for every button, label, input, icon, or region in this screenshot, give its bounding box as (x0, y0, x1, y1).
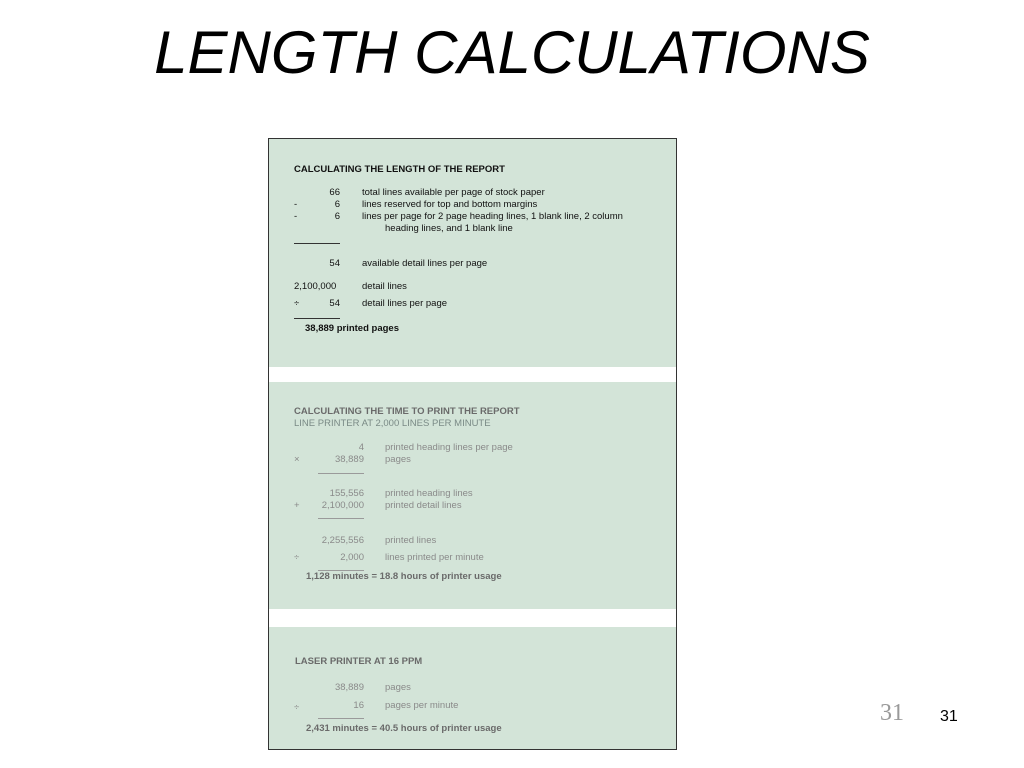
operator: - (294, 211, 298, 222)
description: detail lines per page (362, 298, 448, 309)
description: printed heading lines (385, 488, 473, 499)
operator: + (294, 500, 300, 511)
value: 2,255,556 (321, 535, 364, 546)
value: 155,556 (329, 488, 364, 499)
operator: ÷ (294, 552, 300, 563)
operator: - (294, 199, 298, 210)
value: 54 (329, 298, 340, 309)
description: lines reserved for top and bottom margins (362, 199, 538, 210)
section-heading: CALCULATING THE LENGTH OF THE REPORT (294, 164, 505, 175)
description: lines printed per minute (385, 552, 484, 563)
total-time: 2,431 minutes = 40.5 hours of printer usage (306, 723, 502, 734)
description: pages (385, 454, 411, 465)
length-calculation-section (269, 139, 676, 367)
report-calculation-figure (268, 138, 677, 750)
description: detail lines (362, 281, 407, 292)
description: printed lines (385, 535, 437, 546)
description: printed heading lines per page (385, 442, 513, 453)
value: 38,889 (334, 682, 364, 693)
value: 54 (329, 258, 340, 269)
value: 6 (334, 211, 340, 222)
print-time-section (269, 382, 676, 609)
description: total lines available per page of stock paper (362, 187, 545, 198)
value: 2,100,000 (294, 281, 337, 292)
operator: × (294, 454, 300, 465)
value: 66 (329, 187, 340, 198)
total-pages: 38,889 printed pages (305, 323, 399, 334)
slide-number-large: 31 (880, 700, 904, 726)
value: 2,000 (340, 552, 364, 563)
sum-rule (294, 318, 340, 319)
section-heading: CALCULATING THE TIME TO PRINT THE REPORT (294, 406, 520, 417)
value: 38,889 (334, 454, 364, 465)
operator: ÷ (294, 702, 300, 713)
sum-rule (318, 473, 364, 474)
description: printed detail lines (385, 500, 462, 511)
value: 6 (334, 199, 340, 210)
description: pages (385, 682, 411, 693)
description: pages per minute (385, 700, 459, 711)
sum-rule (294, 243, 340, 244)
description: lines per page for 2 page heading lines, 1 blank line, 2 column (362, 211, 623, 222)
description: available detail lines per page (362, 258, 488, 269)
slide-title: LENGTH CALCULATIONS (154, 19, 870, 86)
sum-rule (318, 718, 364, 719)
value: 2,100,000 (321, 500, 364, 511)
operator: ÷ (294, 298, 300, 309)
laser-printer-section (269, 627, 676, 749)
section-subheading: LINE PRINTER AT 2,000 LINES PER MINUTE (294, 418, 491, 429)
slide-number-small: 31 (940, 708, 958, 725)
description-continued: heading lines, and 1 blank line (385, 223, 513, 234)
total-time: 1,128 minutes = 18.8 hours of printer usage (306, 571, 502, 582)
section-heading: LASER PRINTER AT 16 PPM (295, 656, 423, 667)
sum-rule (318, 518, 364, 519)
value: 16 (353, 700, 364, 711)
value: 4 (358, 442, 364, 453)
